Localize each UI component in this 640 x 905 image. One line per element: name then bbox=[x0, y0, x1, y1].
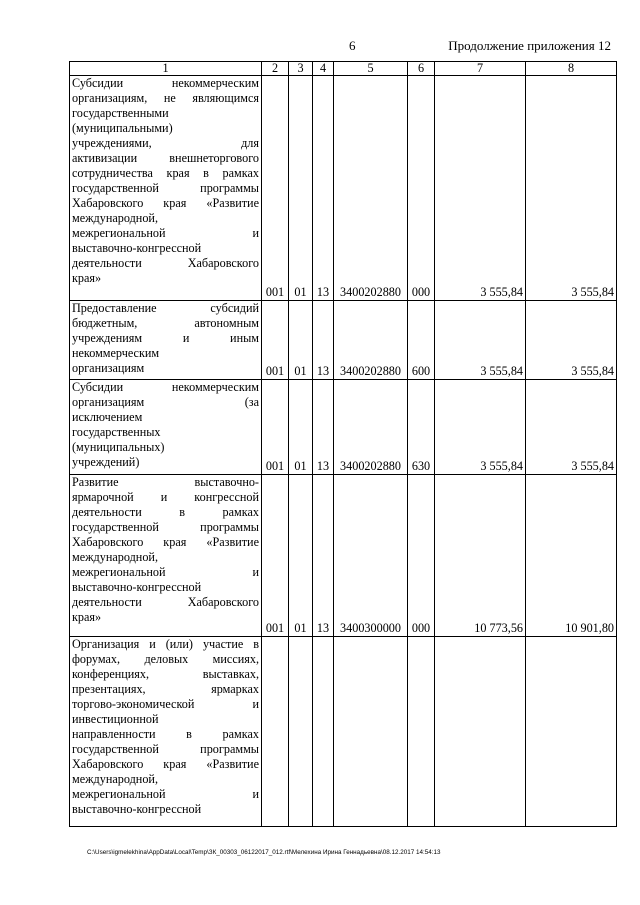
target-article-code bbox=[334, 637, 408, 827]
description-line: государственной программы bbox=[72, 181, 259, 195]
description-line: международной, bbox=[72, 550, 158, 564]
col-number: 2 bbox=[262, 62, 289, 76]
page-header bbox=[0, 38, 640, 56]
page-number: 6 bbox=[349, 38, 356, 53]
description-line: Хабаровского края «Развитие bbox=[72, 535, 259, 549]
admin-code: 001 bbox=[262, 76, 289, 301]
description-line: государственной программы bbox=[72, 520, 259, 534]
col-number: 7 bbox=[435, 62, 526, 76]
col-number: 5 bbox=[334, 62, 408, 76]
description-line: государственных bbox=[72, 425, 161, 439]
description-line: Предоставление субсидий bbox=[72, 301, 259, 315]
description-line: некоммерческим bbox=[72, 346, 160, 360]
description-line: Хабаровского края «Развитие bbox=[72, 196, 259, 210]
description-line: организациям, не являющимся bbox=[72, 91, 259, 105]
admin-code: 001 bbox=[262, 380, 289, 475]
subsection-code: 13 bbox=[313, 380, 334, 475]
expense-type-code: 000 bbox=[408, 76, 435, 301]
col-number: 4 bbox=[313, 62, 334, 76]
description-line: деятельности в рамках bbox=[72, 505, 259, 519]
expense-type-code: 630 bbox=[408, 380, 435, 475]
description-line: государственной программы bbox=[72, 742, 259, 756]
amount-plan: 3 555,84 bbox=[435, 76, 526, 301]
amount-total: 3 555,84 bbox=[526, 380, 617, 475]
description-line: деятельности Хабаровского bbox=[72, 595, 259, 609]
amount-plan: 3 555,84 bbox=[435, 380, 526, 475]
target-article-code: 3400202880 bbox=[334, 301, 408, 380]
table-row bbox=[70, 76, 617, 301]
subsection-code bbox=[313, 637, 334, 827]
col-number: 8 bbox=[526, 62, 617, 76]
description-line: учреждениями, для bbox=[72, 136, 259, 150]
description-line: организациям bbox=[72, 361, 145, 375]
description-line: ярмарочной и конгрессной bbox=[72, 490, 259, 504]
description-line: края» bbox=[72, 610, 102, 624]
description-line: межрегиональной и bbox=[72, 226, 259, 240]
subsection-code: 13 bbox=[313, 301, 334, 380]
item-description bbox=[70, 475, 262, 637]
description-line: деятельности Хабаровского bbox=[72, 256, 259, 270]
description-line: презентациях, ярмарках bbox=[72, 682, 259, 696]
table-row bbox=[70, 637, 617, 827]
amount-total: 3 555,84 bbox=[526, 301, 617, 380]
section-code: 01 bbox=[289, 301, 313, 380]
table-row bbox=[70, 301, 617, 380]
description-line: межрегиональной и bbox=[72, 565, 259, 579]
amount-total bbox=[526, 637, 617, 827]
footer-path: C:\Users\igmelekhina\AppData\Local\Temp\ЗК_00303_06122017_012.rtf\Мелехина Ирина Геннадьевна\08.12.2017 14:54:13 bbox=[87, 849, 441, 856]
description-line: международной, bbox=[72, 211, 158, 225]
continuation-label: Продолжение приложения 12 bbox=[448, 38, 611, 53]
description-line: выставочно-конгрессной bbox=[72, 802, 202, 816]
description-line: Организация и (или) участие в bbox=[72, 637, 259, 651]
budget-table bbox=[69, 61, 617, 827]
item-description bbox=[70, 380, 262, 475]
col-number: 3 bbox=[289, 62, 313, 76]
description-line: исключением bbox=[72, 410, 143, 424]
amount-total: 3 555,84 bbox=[526, 76, 617, 301]
amount-plan: 10 773,56 bbox=[435, 475, 526, 637]
description-line: организациям (за bbox=[72, 395, 259, 409]
description-line: межрегиональной и bbox=[72, 787, 259, 801]
description-line: государственными bbox=[72, 106, 169, 120]
admin-code: 001 bbox=[262, 301, 289, 380]
target-article-code: 3400202880 bbox=[334, 380, 408, 475]
expense-type-code: 600 bbox=[408, 301, 435, 380]
description-line: инвестиционной bbox=[72, 712, 159, 726]
table-row bbox=[70, 380, 617, 475]
subsection-code: 13 bbox=[313, 76, 334, 301]
item-description bbox=[70, 301, 262, 380]
target-article-code: 3400202880 bbox=[334, 76, 408, 301]
column-number-row bbox=[70, 62, 617, 76]
description-line: (муниципальными) bbox=[72, 121, 173, 135]
description-line: Субсидии некоммерческим bbox=[72, 380, 259, 394]
description-line: учреждений) bbox=[72, 455, 140, 469]
description-line: бюджетным, автономным bbox=[72, 316, 259, 330]
description-line: Хабаровского края «Развитие bbox=[72, 757, 259, 771]
col-number: 1 bbox=[70, 62, 262, 76]
admin-code bbox=[262, 637, 289, 827]
table-row bbox=[70, 475, 617, 637]
admin-code: 001 bbox=[262, 475, 289, 637]
description-line: края» bbox=[72, 271, 102, 285]
description-line: выставочно-конгрессной bbox=[72, 241, 202, 255]
expense-type-code bbox=[408, 637, 435, 827]
description-line: активизации внешнеторгового bbox=[72, 151, 259, 165]
col-number: 6 bbox=[408, 62, 435, 76]
amount-total: 10 901,80 bbox=[526, 475, 617, 637]
section-code: 01 bbox=[289, 475, 313, 637]
target-article-code: 3400300000 bbox=[334, 475, 408, 637]
description-line: конференциях, выставках, bbox=[72, 667, 259, 681]
section-code: 01 bbox=[289, 76, 313, 301]
description-line: (муниципальных) bbox=[72, 440, 165, 454]
description-line: сотрудничества края в рамках bbox=[72, 166, 259, 180]
description-line: направленности в рамках bbox=[72, 727, 259, 741]
description-line: торгово-экономической и bbox=[72, 697, 259, 711]
section-code bbox=[289, 637, 313, 827]
expense-type-code: 000 bbox=[408, 475, 435, 637]
description-line: выставочно-конгрессной bbox=[72, 580, 202, 594]
description-line: международной, bbox=[72, 772, 158, 786]
description-line: учреждениям и иным bbox=[72, 331, 259, 345]
description-line: форумах, деловых миссиях, bbox=[72, 652, 259, 666]
item-description bbox=[70, 76, 262, 301]
amount-plan bbox=[435, 637, 526, 827]
section-code: 01 bbox=[289, 380, 313, 475]
item-description bbox=[70, 637, 262, 827]
description-line: Развитие выставочно- bbox=[72, 475, 259, 489]
amount-plan: 3 555,84 bbox=[435, 301, 526, 380]
subsection-code: 13 bbox=[313, 475, 334, 637]
description-line: Субсидии некоммерческим bbox=[72, 76, 259, 90]
